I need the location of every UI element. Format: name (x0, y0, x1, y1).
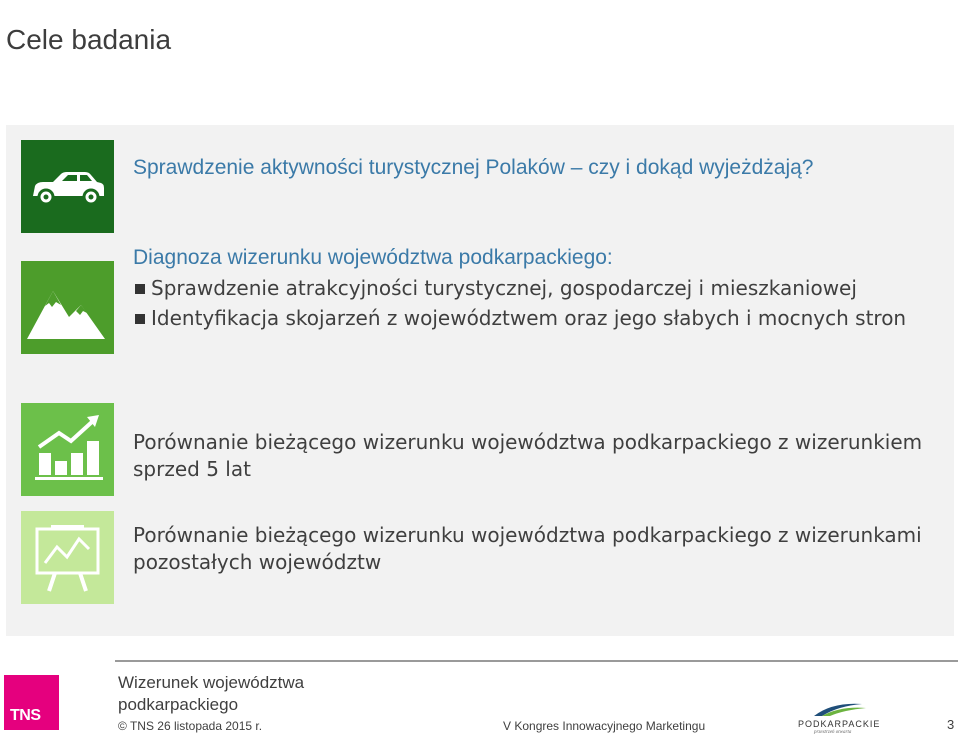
objective-2-subitem (133, 275, 933, 302)
objective-3-text: Porównanie bieżącego wizerunku województwa podkarpackiego z wizerunkiem sprzed 5 lat (133, 430, 923, 481)
tns-logo (4, 675, 59, 730)
podkarpackie-logo (792, 700, 892, 736)
square-bullet-icon (135, 314, 145, 324)
footer-title: Wizerunek województwa podkarpackiego (118, 673, 305, 714)
presentation-board-icon (21, 511, 114, 604)
square-bullet-icon (135, 284, 145, 294)
objective-2-text: Diagnoza wizerunku województwa podkarpackiego: (133, 246, 613, 269)
footer-divider (115, 660, 958, 662)
growth-chart-tile (21, 403, 114, 496)
subitem-text: Identyfikacja skojarzeń z województwem oraz jego słabych i mocnych stron (151, 306, 907, 330)
mountains-tile (21, 261, 114, 354)
podkarpackie-swoosh-icon (792, 700, 892, 720)
tns-logo-text: TNS (10, 707, 41, 724)
objective-4-text: Porównanie bieżącego wizerunku województwa podkarpackiego z wizerunkami pozostałych województw (133, 523, 922, 574)
subitem-text: Sprawdzenie atrakcyjności turystycznej, gospodarczej i mieszkaniowej (151, 276, 857, 300)
mountains-icon (21, 261, 114, 354)
objectives-panel (6, 125, 954, 636)
page-number: 3 (947, 717, 955, 732)
presentation-tile (21, 511, 114, 604)
page-title: Cele badania (6, 24, 172, 55)
footer-event-name: V Kongres Innowacyjnego Marketingu (503, 719, 706, 733)
objective-2 (133, 244, 933, 332)
bar-chart-growth-icon (21, 403, 114, 496)
car-icon (21, 140, 114, 233)
podkarpackie-tagline: przestrzeń otwarta (814, 730, 852, 735)
objective-2-subitem (133, 305, 933, 332)
footer-copyright: © TNS 26 listopada 2015 r. (118, 719, 263, 733)
objective-1-text: Sprawdzenie aktywności turystycznej Polaków – czy i dokąd wyjeżdżają? (133, 156, 814, 179)
car-tile (21, 140, 114, 233)
podkarpackie-wordmark: PODKARPACKIE (798, 719, 881, 729)
